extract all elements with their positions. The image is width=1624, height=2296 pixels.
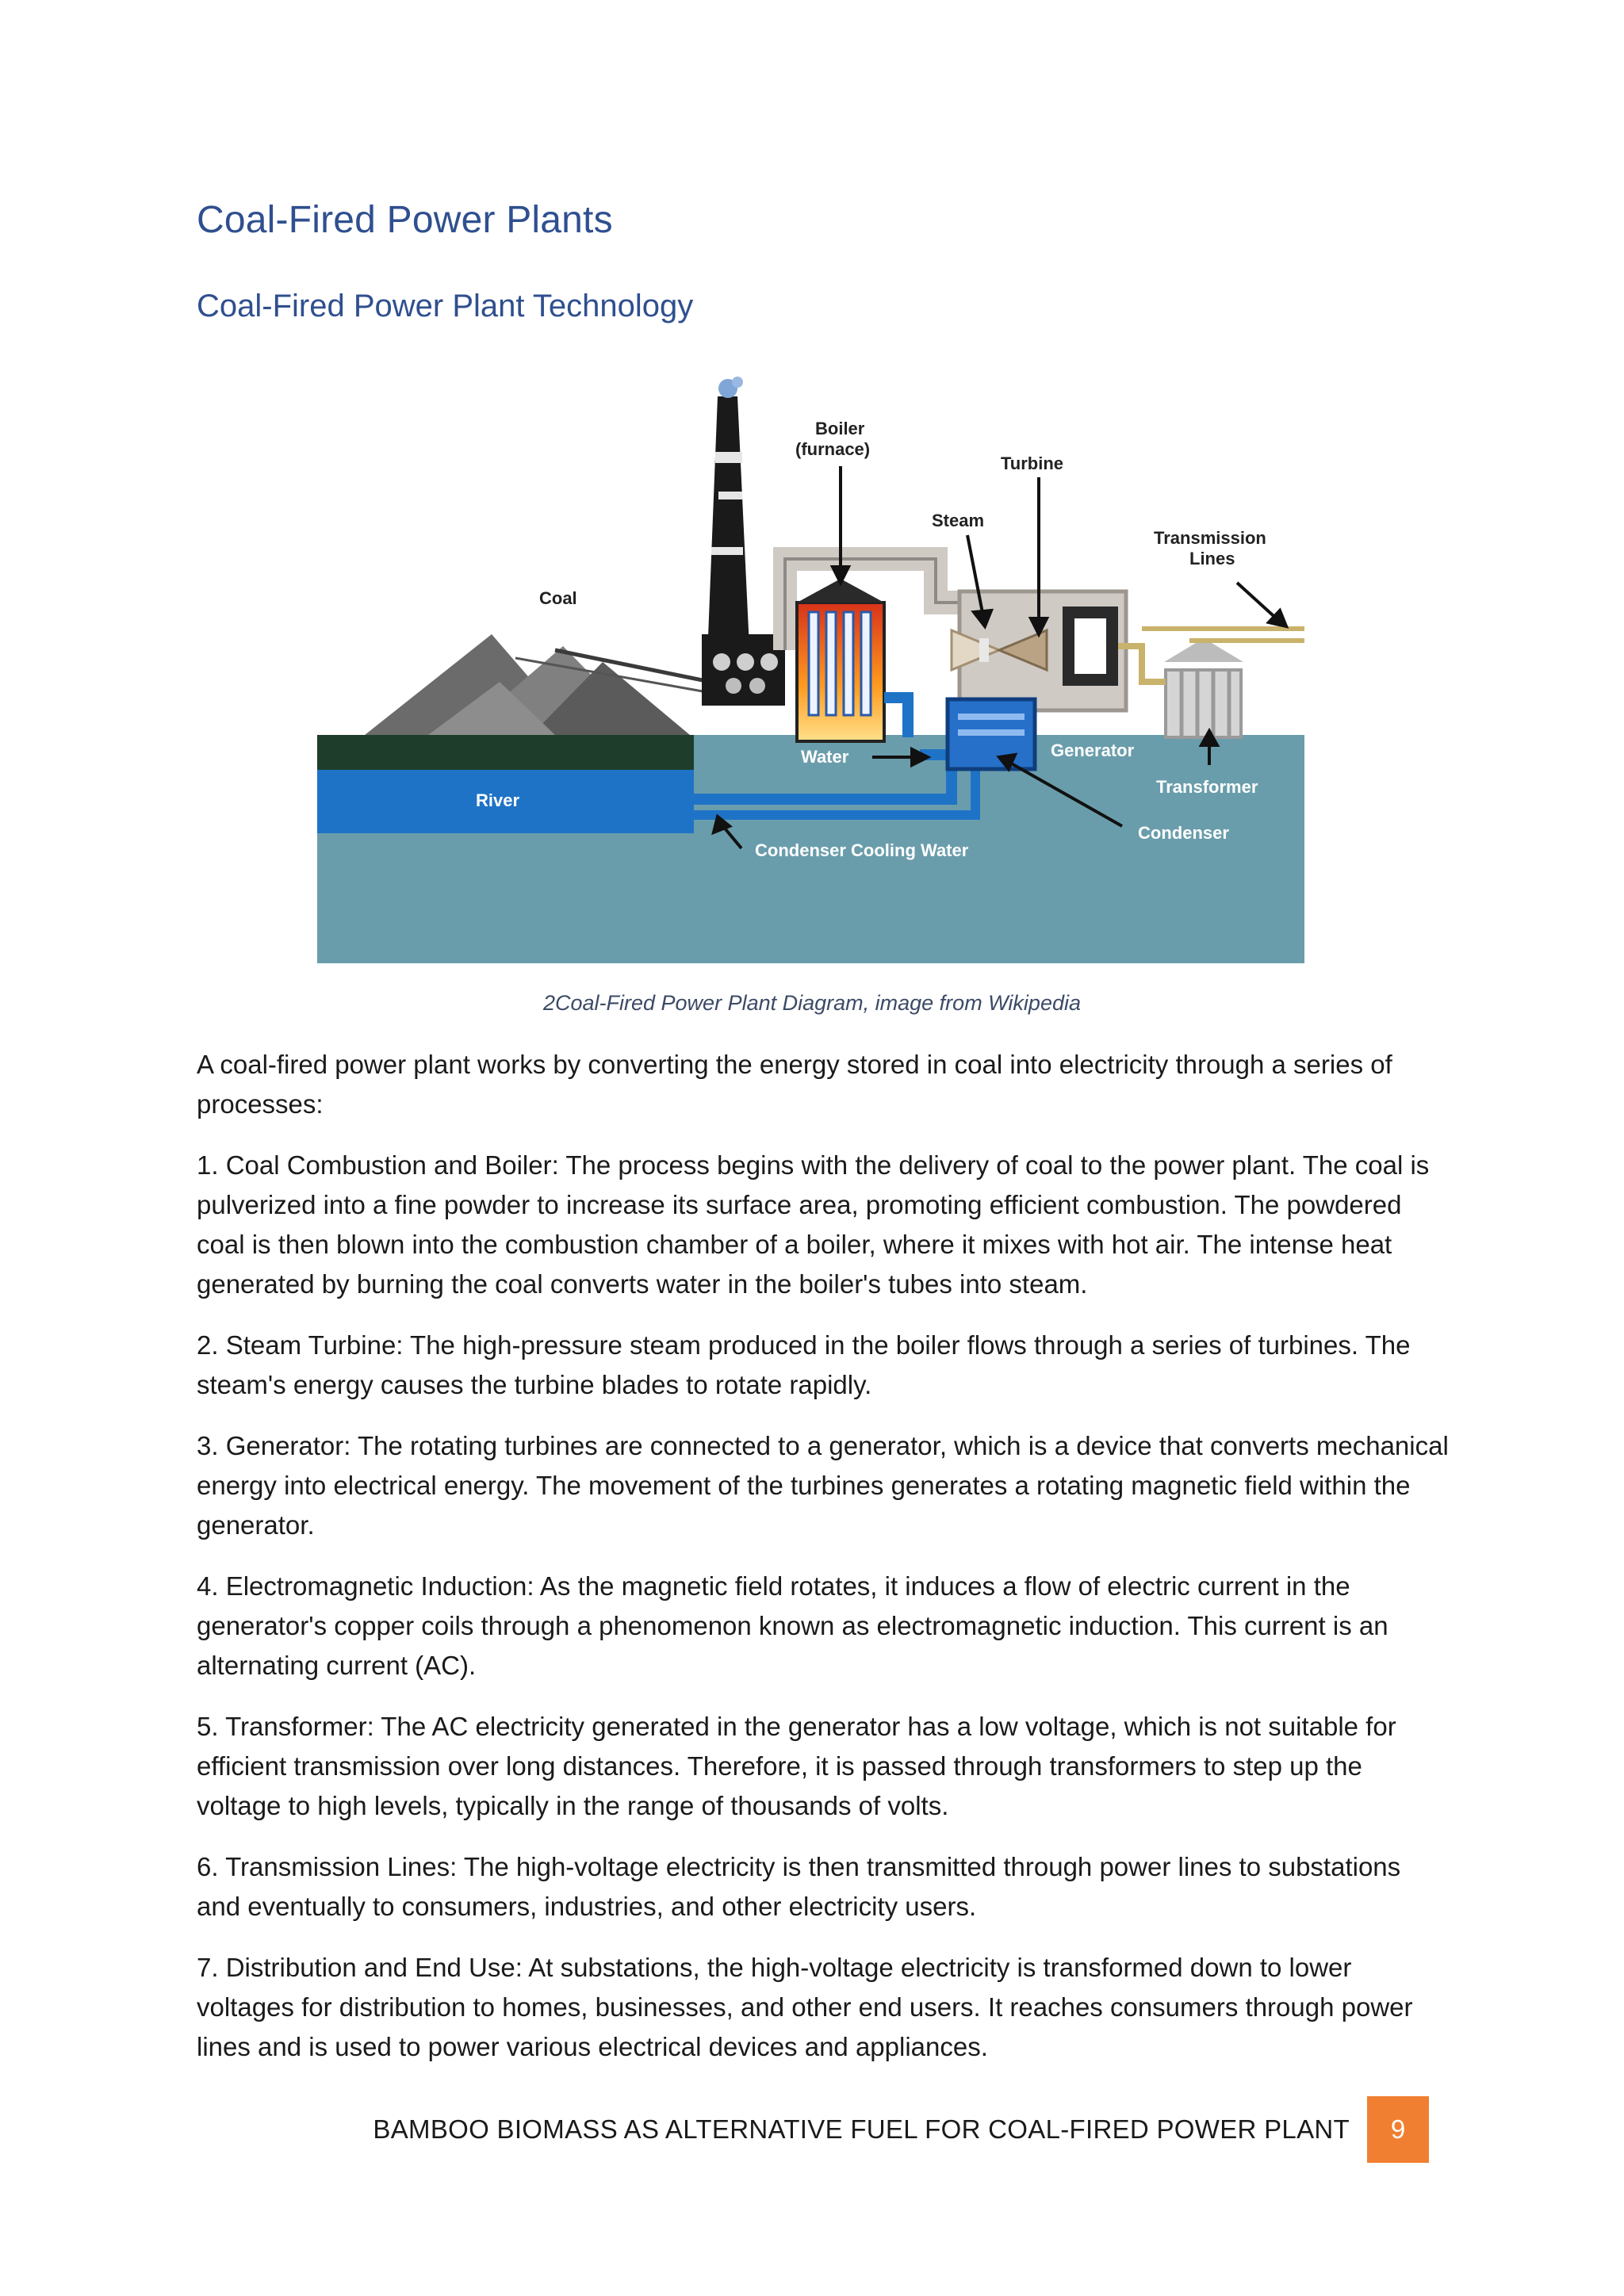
power-plant-diagram-svg (317, 365, 1308, 967)
condenser-coil (958, 729, 1025, 736)
label-transmission: Transmission (1154, 528, 1266, 548)
generator (1063, 607, 1118, 686)
coal-feeder (702, 634, 785, 706)
power-plant-diagram (317, 365, 1308, 967)
section-subheading: Coal-Fired Power Plant Technology (197, 289, 694, 323)
label-furnace: (furnace) (795, 439, 871, 459)
label-generator: Generator (1051, 740, 1135, 760)
page-heading: Coal-Fired Power Plants (197, 199, 613, 241)
label-lines: Lines (1189, 549, 1235, 568)
footer-title: BAMBOO BIOMASS AS ALTERNATIVE FUEL FOR COAL-FIRED POWER PLANT (373, 2114, 1350, 2144)
figure-caption: 2Coal-Fired Power Plant Diagram, image from Wikipedia (542, 991, 1081, 1015)
page-number-badge: 9 (1367, 2096, 1429, 2163)
label-condenser-cooling-water: Condenser Cooling Water (755, 840, 969, 860)
coal-piles (365, 634, 730, 735)
label-transformer: Transformer (1156, 777, 1258, 797)
step-electromagnetic-induction: 4. Electromagnetic Induction: As the magnetic field rotates, it induces a flow of electric current in the generator's copper coils through a phenomenon known as electromagnetic induction. This current is an alternating current (AC). (197, 1571, 1388, 1680)
intro-paragraph: A coal-fired power plant works by converting the energy stored in coal into electricity through a series of processes: (197, 1050, 1392, 1119)
step-coal-combustion: 1. Coal Combustion and Boiler: The process begins with the delivery of coal to the power plant. The coal is pulverized into a fine powder to increase its surface area, promoting efficient combustion. The powdered coal is then blown into the combustion chamber of a boiler, where it mixes with hot air. The intense heat generated by burning the coal converts water in the boiler's tubes into steam. (197, 1150, 1430, 1299)
transformer (1164, 638, 1243, 737)
boiler (797, 579, 884, 741)
label-river: River (476, 790, 520, 810)
body-text (197, 1045, 1450, 2088)
label-coal: Coal (539, 588, 577, 608)
condenser-coil (958, 714, 1025, 720)
label-boiler: Boiler (815, 419, 865, 438)
label-turbine: Turbine (1001, 453, 1064, 473)
riverbank (317, 735, 694, 770)
step-transformer: 5. Transformer: The AC electricity generated in the generator has a low voltage, which is not suitable for efficient transmission over long distances. Therefore, it is passed through transformers to step up the voltage to high levels, typically in the range of thousands of volts. (197, 1712, 1396, 1820)
step-distribution: 7. Distribution and End Use: At substations, the high-voltage electricity is transformed down to lower voltages for distribution to homes, businesses, and other end users. It reaches consumers through power lines and is used to power various electrical devices and appliances. (197, 1953, 1413, 2061)
step-generator: 3. Generator: The rotating turbines are connected to a generator, which is a device that converts mechanical energy into electrical energy. The movement of the turbines generates a rotating magnetic field within the generator. (197, 1431, 1449, 1540)
label-condenser: Condenser (1138, 823, 1229, 843)
label-steam: Steam (932, 511, 985, 530)
label-water: Water (801, 747, 849, 767)
step-steam-turbine: 2. Steam Turbine: The high-pressure steam produced in the boiler flows through a series of turbines. The steam's energy causes the turbine blades to rotate rapidly. (197, 1330, 1411, 1399)
step-transmission-lines: 6. Transmission Lines: The high-voltage electricity is then transmitted through power lines to substations and eventually to consumers, industries, and other electricity users. (197, 1852, 1401, 1921)
